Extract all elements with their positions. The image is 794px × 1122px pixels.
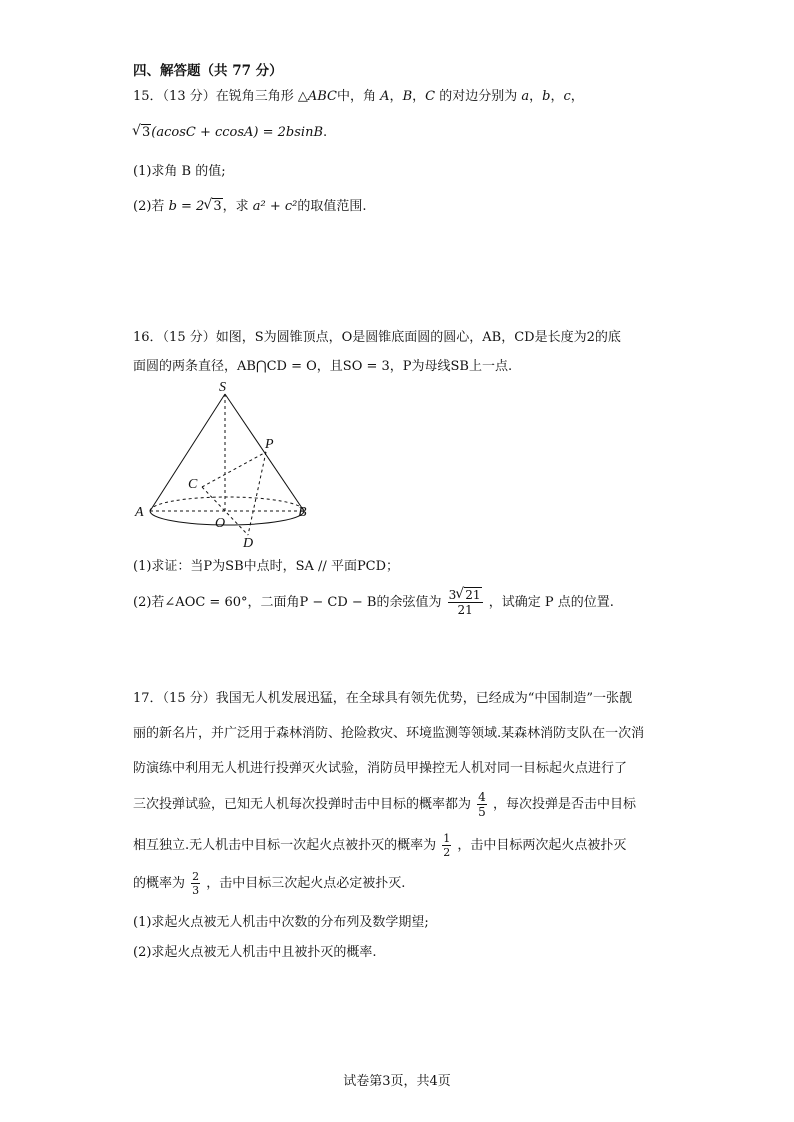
sqrt-3: √ 3 <box>133 124 151 142</box>
label-p: P <box>265 437 274 452</box>
label-d: D <box>243 536 254 550</box>
label-o: O <box>215 516 226 531</box>
q16-line1: 16．（15 分）如图，S为圆锥顶点，O是圆锥底面圆的圆心，AB，CD是长度为2的底 <box>133 330 621 345</box>
q15-part1: (1)求角 B 的值; <box>133 164 226 179</box>
label-s: S <box>219 380 226 395</box>
q16-part1: (1)求证：当P为SB中点时，SA // 平面PCD； <box>133 559 400 574</box>
page-footer: 试卷第3页，共4页 <box>343 1074 451 1089</box>
q17-line1: 17．（15 分）我国无人机发展迅猛，在全球具有领先优势，已经成为“中国制造”一张靓 <box>133 691 633 706</box>
q15-mid: 中，角 <box>337 89 377 104</box>
q15-stem: 15．（13 分）在锐角三角形 △ABC中，角 A，B，C 的对边分别为 a，b，c， <box>133 89 584 104</box>
q17-line3: 防演练中利用无人机进行投弹灭火试验，消防员甲操控无人机对同一目标起火点进行了 <box>133 761 628 776</box>
q17-part1: (1)求起火点被无人机击中次数的分布列及数学期望; <box>133 915 429 930</box>
q17-line4: 三次投弹试验，已知无人机每次投弹时击中目标的概率都为 $\frac{4}{5}$ ，每次投弹是否击中目标 <box>133 790 636 819</box>
q15-head: 15．（13 分）在锐角三角形 <box>133 89 294 104</box>
cosine-fraction: $\frac{3√ 21}{21}$ <box>448 589 483 616</box>
label-c: C <box>188 477 198 492</box>
segment-cp <box>202 452 266 487</box>
q17-line2: 丽的新名片，并广泛用于森林消防、抢险救灾、环境监测等领域.某森林消防支队在一次消 <box>133 726 645 741</box>
label-a: A <box>135 505 144 520</box>
section-title: 四、解答题（共 77 分） <box>133 63 283 79</box>
q17-part2: (2)求起火点被无人机击中且被扑灭的概率. <box>133 945 377 960</box>
q16-part2: (2)若∠AOC = 60°，二面角P − CD − B的余弦值为 $\frac{3√ 21}{21}$ ，试确定 P 点的位置. <box>133 585 614 621</box>
q17-line5: 相互独立.无人机击中目标一次起火点被扑灭的概率为 $\frac{1}{2}$ ，击中目标两次起火点被扑灭 <box>133 832 627 859</box>
cone-figure <box>130 380 330 550</box>
generatrix-sa <box>150 394 225 511</box>
label-b: B <box>298 505 307 520</box>
generatrix-sb <box>225 394 304 511</box>
segment-pd <box>248 452 266 535</box>
q15-equation: √ 3(acosC + ccosA) = 2bsinB. <box>133 124 327 142</box>
q16-line2: 面圆的两条直径，AB⋂CD = O，且SO = 3，P为母线SB上一点. <box>133 359 513 374</box>
q15-triangle: △ABC <box>297 89 337 104</box>
base-back-arc <box>150 497 304 511</box>
q17-line6: 的概率为 $\frac{2}{3}$ ，击中目标三次起火点必定被扑灭. <box>133 870 406 897</box>
q15-part2: (2)若 b = 2√ 3，求 a² + c²的取值范围. <box>133 198 367 216</box>
